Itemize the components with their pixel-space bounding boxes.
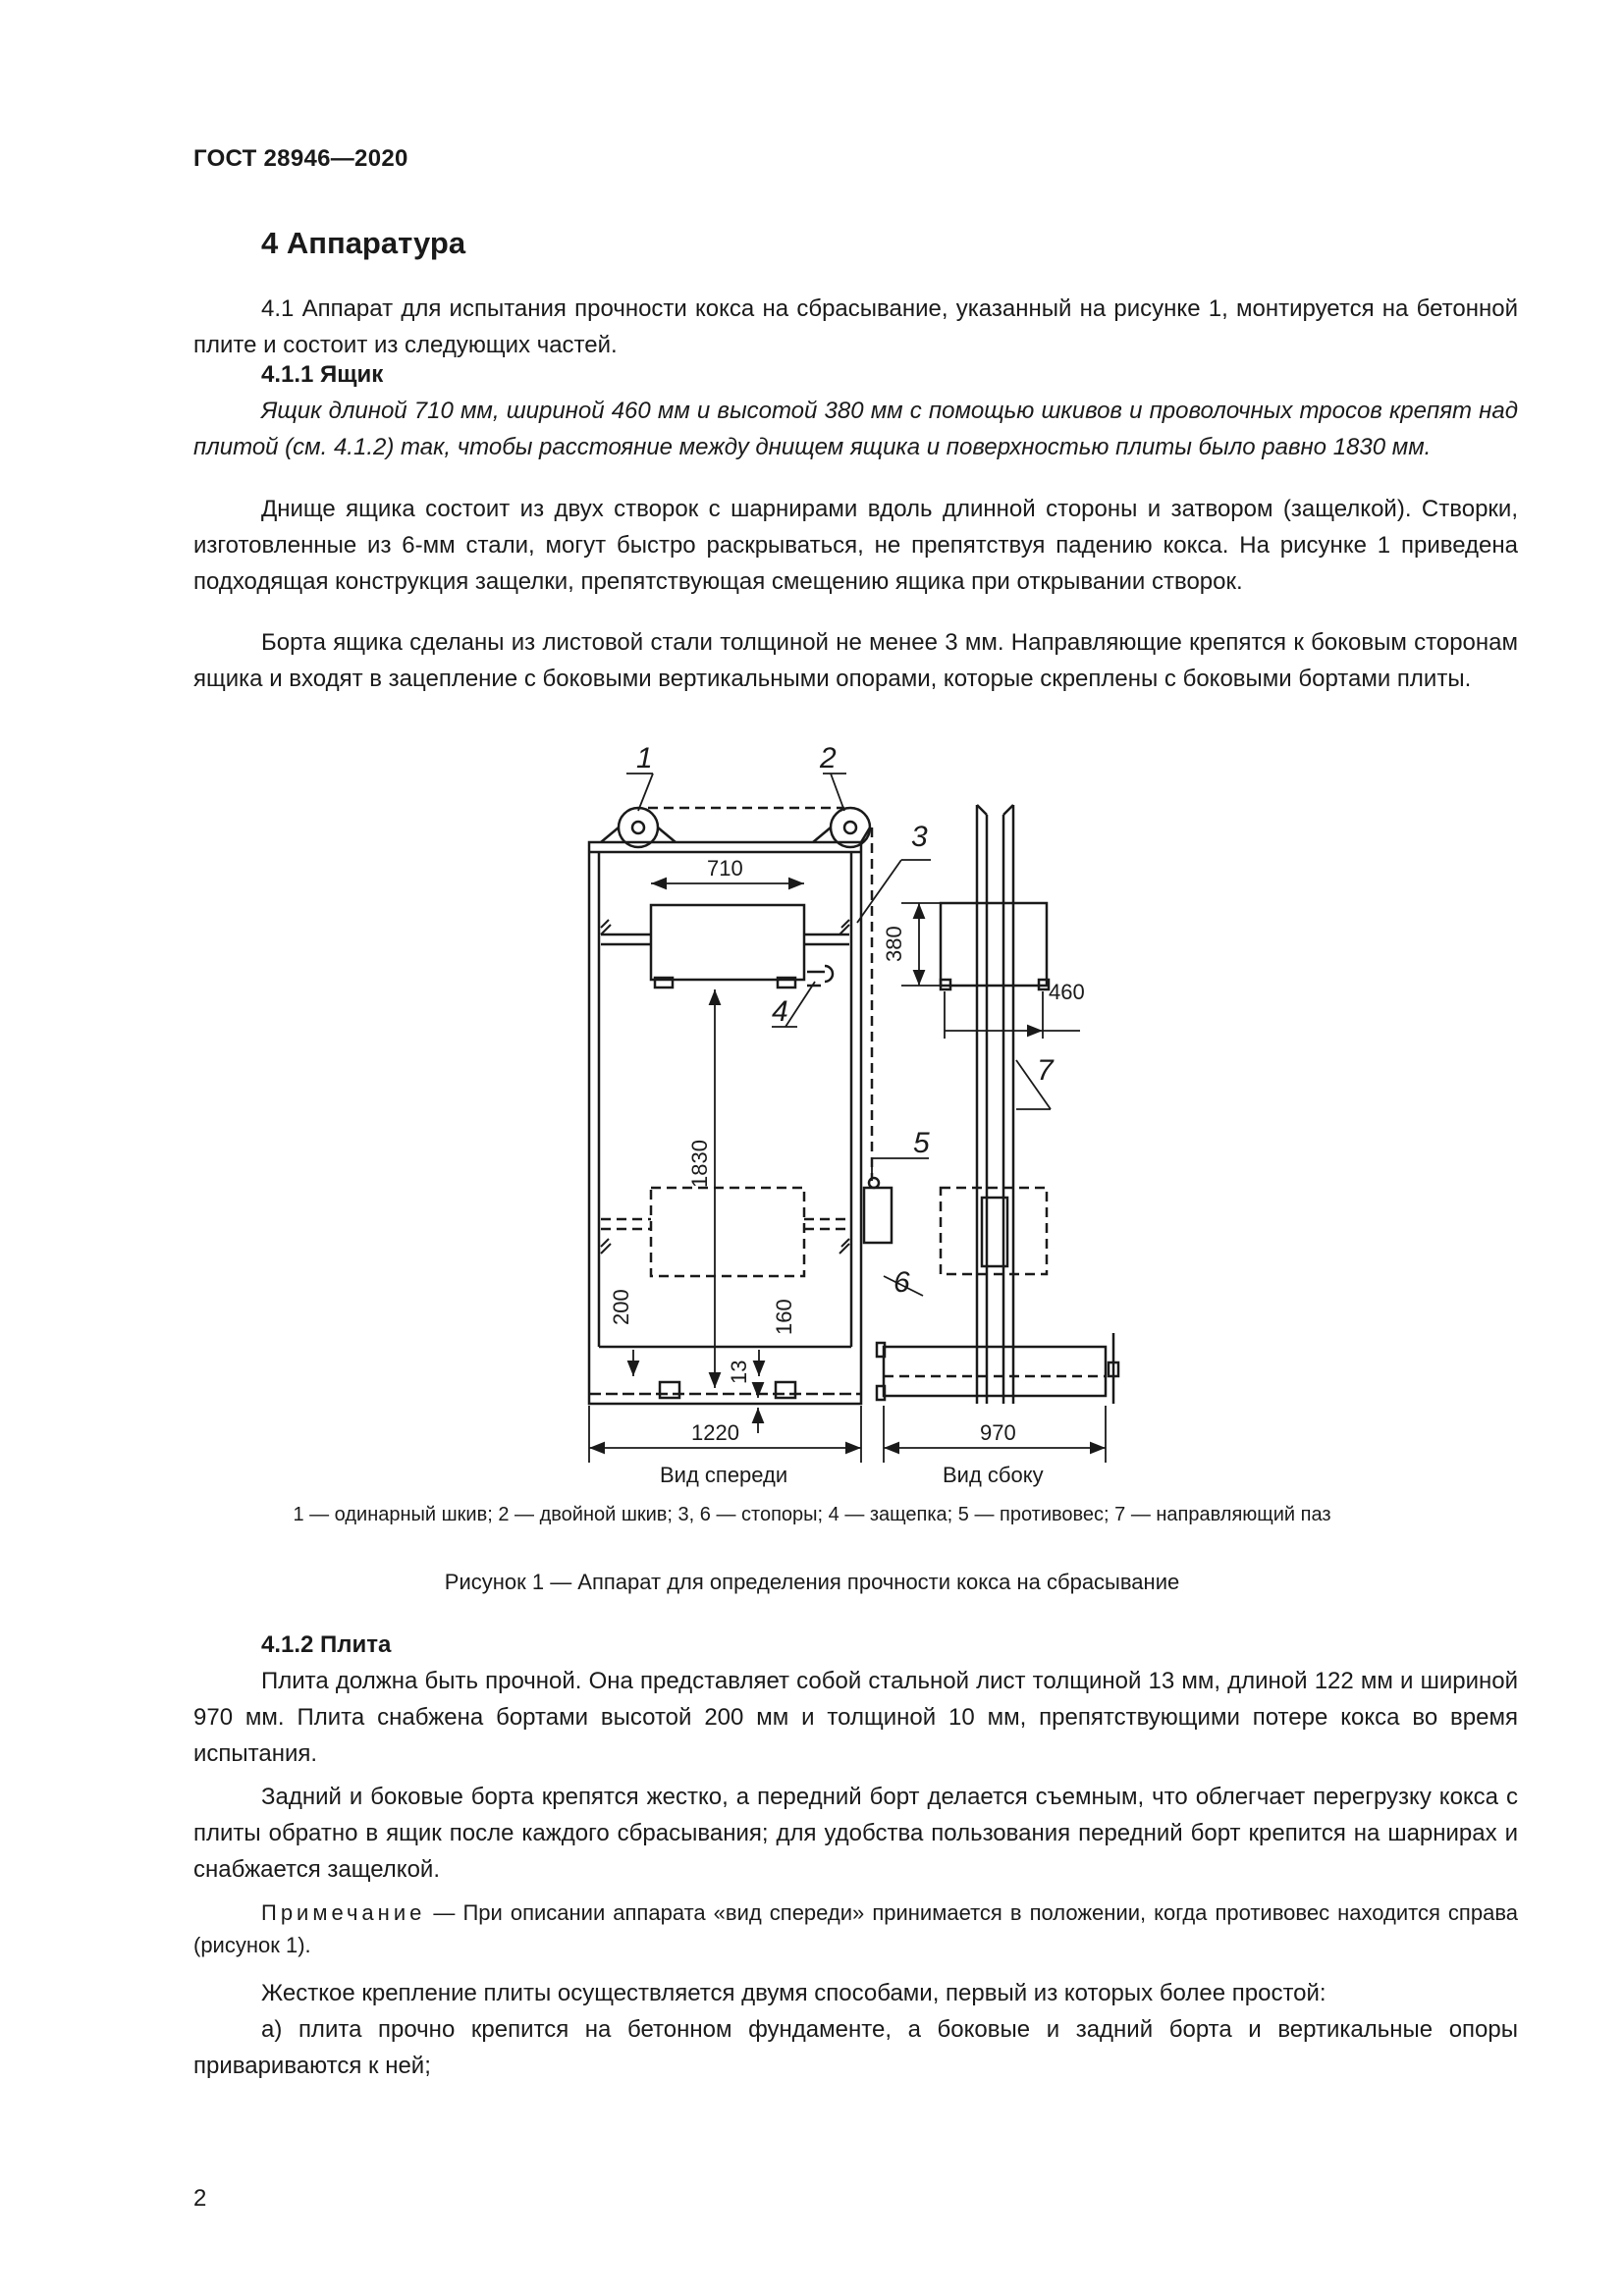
figure-label-7: 7 xyxy=(1037,1054,1054,1087)
view-side-label: Вид сбоку xyxy=(943,1463,1044,1487)
dim-160: 160 xyxy=(772,1299,796,1335)
view-front-label: Вид спереди xyxy=(660,1463,788,1487)
dim-380: 380 xyxy=(882,926,906,962)
dim-460: 460 xyxy=(1049,980,1085,1004)
note xyxy=(193,1896,1518,1961)
dim-1830: 1830 xyxy=(687,1140,712,1188)
note-text: — При описании аппарата «вид спереди» принимается в положении, когда противовес находится справа (рисунок 1). xyxy=(193,1900,1518,1957)
note-label: Примечание xyxy=(261,1900,426,1925)
figure-label-2: 2 xyxy=(820,742,837,774)
page-number: 2 xyxy=(193,2185,207,2212)
subsection-title-4-1-1: 4.1.1 Ящик xyxy=(261,361,384,388)
dim-1220: 1220 xyxy=(691,1420,739,1445)
figure-label-3: 3 xyxy=(911,821,928,853)
paragraph-plate-sides: Задний и боковые борта крепятся жестко, а передний борт делается съемным, что облегчает перегрузку кокса с плиты обратно в ящик после каждого сбрасывания; для удобства пользования передний борт крепится на шарнирах и снабжается защелкой. xyxy=(193,1784,1518,1883)
dim-710: 710 xyxy=(707,856,743,881)
section-title: 4 Аппаратура xyxy=(261,226,466,260)
dim-13: 13 xyxy=(727,1360,751,1384)
paragraph-item-a: а) плита прочно крепится на бетонном фундаменте, а боковые и задний борта и вертикальные опоры привариваются к ней; xyxy=(193,2016,1518,2079)
figure-label-5: 5 xyxy=(913,1127,930,1159)
figure-caption: Рисунок 1 — Аппарат для определения прочности кокса на сбрасывание xyxy=(444,1570,1180,1594)
paragraph-box-dimensions: Ящик длиной 710 мм, шириной 460 мм и высотой 380 мм с помощью шкивов и проволочных тросов крепят над плитой (см. 4.1.2) так, чтобы расстояние между днищем ящика и поверхностью плиты было равно 1830 мм. xyxy=(193,398,1518,460)
figure-label-6: 6 xyxy=(893,1266,910,1299)
dim-200: 200 xyxy=(609,1289,633,1325)
dim-970: 970 xyxy=(980,1420,1016,1445)
paragraph-plate: Плита должна быть прочной. Она представляет собой стальной лист толщиной 13 мм, длиной 122 мм и шириной 970 мм. Плита снабжена бортами высотой 200 мм и толщиной 10 мм, препятствующими потере кокса во время испытания. xyxy=(193,1668,1518,1767)
paragraph-box-bottom: Днище ящика состоит из двух створок с шарнирами вдоль длинной стороны и затвором (защелкой). Створки, изготовленные из 6-мм стали, могут быстро раскрываться, не препятствуя падению кокса. На рисунке 1 приведена подходящая конструкция защелки, препятствующая смещению ящика при открывании створок. xyxy=(193,496,1518,595)
document-id: ГОСТ 28946—2020 xyxy=(193,145,408,172)
paragraph-4-1: 4.1 Аппарат для испытания прочности кокса на сбрасывание, указанный на рисунке 1, монтируется на бетонной плите и состоит из следующих частей. xyxy=(193,295,1518,358)
figure-label-1: 1 xyxy=(636,742,653,774)
figure-legend: 1 — одинарный шкив; 2 — двойной шкив; 3, 6 — стопоры; 4 — защепка; 5 — противовес; 7 — направляющий паз xyxy=(293,1504,1331,1525)
figure-label-4: 4 xyxy=(772,995,788,1028)
paragraph-box-sides: Борта ящика сделаны из листовой стали толщиной не менее 3 мм. Направляющие крепятся к боковым сторонам ящика и входят в зацепление с боковыми вертикальными опорами, которые скреплены с боковыми бортами плиты. xyxy=(193,629,1518,692)
paragraph-fastening: Жесткое крепление плиты осуществляется двумя способами, первый из которых более простой: xyxy=(261,1980,1326,2006)
subsection-title-4-1-2: 4.1.2 Плита xyxy=(261,1631,392,1658)
